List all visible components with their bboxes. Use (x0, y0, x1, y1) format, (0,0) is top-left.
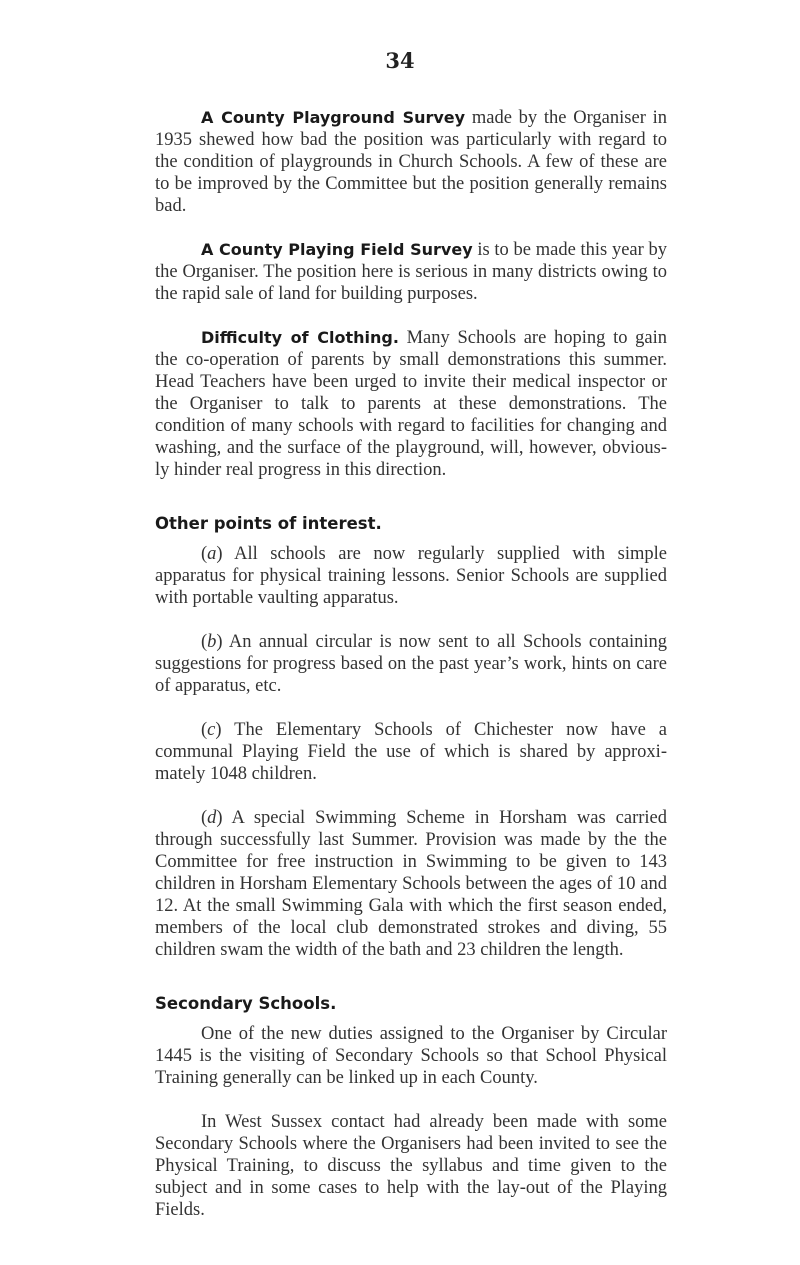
document-body (155, 107, 667, 1243)
item-text: A special Swimming Scheme in Horsham was carried through successfully last Summer. Provision was made by the the Committee for free instruction in Swimming to be given to 143 children in Horsham Elementary Schools between the ages of 10 and 12. At the small Swimming Gala with which the first season ended, members of the local club demonstrated strokes and diving, 55 children swam the width of the bath and 23 children the length. (155, 808, 667, 960)
paragraph-clothing (155, 327, 667, 481)
item-letter: d (207, 808, 217, 828)
paragraph-playing-field-survey (155, 239, 667, 305)
list-item: (d) A special Swimming Scheme in Horsham was carried through successfully last Summer. Provision was made by the the Committee for free instruction in Swimming to be given to 143 children in Horsham Elementary Schools between the ages of 10 and 12. At the small Swimming Gala with which the first season ended, members of the local club demonstrated strokes and diving, 55 children swam the width of the bath and 23 children the length. (155, 808, 667, 960)
list-item: (b) An annual circular is now sent to all Schools containing suggestions for progress based on the past year’s work, hints on care of apparatus, etc. (155, 632, 667, 696)
item-letter: a (207, 544, 217, 564)
item-letter: c (207, 720, 216, 740)
item-letter: b (207, 632, 217, 652)
run-in-heading: Difficulty of Clothing. (201, 328, 399, 347)
section-heading-secondary-schools: Secondary Schools. (155, 994, 337, 1013)
run-in-heading: A County Playground Survey (201, 108, 466, 127)
paragraph-playground-survey (155, 107, 667, 217)
paragraph-text: Many Schools are hoping to gain the co-operation of parents by small demonstrations this summer. Head Teachers have been urged to invite their medical inspector or the Organiser to talk to parents at these demonstrations. The condition of many schools with regard to facilities for changing and washing, and the surface of the playground, will, however, obvious-ly hinder real progress in this direction. (155, 328, 667, 480)
item-text: All schools are now regularly supplied with simple apparatus for physical training lessons. Senior Schools are supplied with portable vaulting apparatus. (155, 544, 667, 608)
page-number: 34 (385, 48, 415, 73)
paragraph-secondary-1: One of the new duties assigned to the Organiser by Circular 1445 is the visiting of Secondary Schools so that School Physical Training generally can be linked up in each County. (155, 1024, 667, 1088)
paragraph-text: made by the Organiser in 1935 shewed how bad the position was particularly with regard to the condition of playgrounds in Church Schools. A few of these are to be improved by the Committee but the position generally remains bad. (155, 108, 667, 216)
run-in-heading: A County Playing Field Survey (201, 240, 473, 259)
item-text: An annual circular is now sent to all Schools containing suggestions for progress based on the past year’s work, hints on care of apparatus, etc. (155, 632, 667, 696)
paragraph-secondary-2: In West Sussex contact had already been made with some Secondary Schools where the Organisers had been invited to see the Physical Training, to discuss the syllabus and time given to the subject and in some cases to help with the lay-out of the Playing Fields. (155, 1112, 667, 1220)
item-text: The Elementary Schools of Chichester now have a communal Playing Field the use of which is shared by approxi-mately 1048 children. (155, 720, 667, 784)
paragraph-text: is to be made this year by the Organiser. The position here is serious in many districts owing to the rapid sale of land for building purposes. (155, 240, 667, 304)
section-heading-other-points: Other points of interest. (155, 514, 382, 533)
list-item: (a) All schools are now regularly supplied with simple apparatus for physical training lessons. Senior Schools are supplied with portable vaulting apparatus. (155, 544, 667, 608)
list-item: (c) The Elementary Schools of Chichester now have a communal Playing Field the use of which is shared by approxi-mately 1048 children. (155, 720, 667, 784)
